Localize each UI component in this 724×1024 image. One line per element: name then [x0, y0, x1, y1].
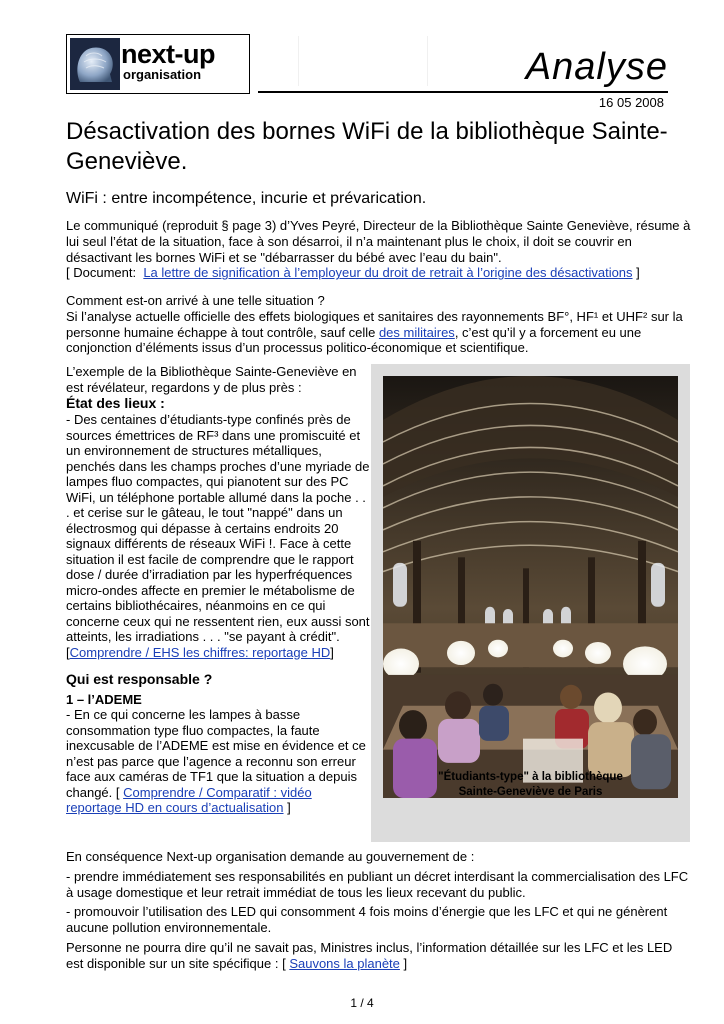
caption-line-2: Sainte-Geneviève de Paris — [458, 786, 603, 798]
demand-2: - promouvoir l’utilisation des LED qui consomment 4 fois moins d’énergie que les LFC et qui ne génèrent aucune pollution environnementale. — [66, 904, 668, 936]
question-text-b: , c’est qu’il y a forcement eu une conjonction d’éléments issus d’un processus politico-économique et scientifique. — [66, 324, 642, 356]
caption-line-1: "Étudiants-type" à la bibliothèque — [438, 771, 623, 783]
photo-caption — [371, 770, 690, 800]
question-line: Comment est-on arrivé à une telle situation ? — [66, 293, 325, 308]
intro-paragraph — [66, 218, 692, 281]
photo-frame — [371, 364, 690, 842]
page-number: 1 / 4 — [350, 996, 374, 1010]
library-photo — [383, 376, 678, 798]
closing-suffix: ] — [403, 955, 408, 971]
page-title: Désactivation des bornes WiFi de la bibliothèque Sainte-Geneviève. — [66, 118, 668, 175]
ehs-link[interactable]: Comprendre / EHS les chiffres: reportage HD — [69, 644, 331, 660]
logo — [66, 34, 250, 94]
ademe-text: - En ce qui concerne les lampes à basse consommation type fluo compactes, la faute inexcusable de l’ADEME est mise en évidence et ce n’est pas parce que l’agence a reconnu son erreur face aux caméras de TF1 que la situation a depuis changé. [ — [66, 707, 366, 800]
ademe-suffix: ] — [287, 800, 291, 815]
doc-prefix: [ Document: — [66, 265, 137, 281]
brain-head-icon — [70, 38, 120, 90]
ademe-heading: 1 – l’ADEME — [66, 691, 142, 707]
demands-section — [66, 849, 692, 976]
logo-subtitle: organisation — [123, 67, 202, 82]
closing-text: Personne ne pourra dire qu’il ne savait pas, Ministres inclus, l’information détaillée sur les LFC et les LED est disponible sur un site spécifique : [ — [66, 939, 673, 971]
question-text-a: Si l’analyse actuelle officielle des effets biologiques et sanitaires des rayonnements BF°, HF¹ et UHF² sur la personne humaine échappe à tout contrôle, sauf celle — [66, 308, 683, 340]
section-label: Analyse — [525, 46, 668, 88]
document-link[interactable]: La lettre de signification à l’employeur du droit de retrait à l’origine des désactivations — [143, 265, 633, 281]
demand-1: - prendre immédiatement ses responsabilités en publiant un décret interdisant la commercialisation des LFC à usage domestique et leur retrait immédiat de tous les lieux recevant du public. — [66, 868, 689, 900]
etat-text: - Des centaines d’étudiants-type confinés près de sources émettrices de RF³ dans une promiscuité et un environnement de structures métalliques, penchés dans les champs proches d’une myriade de lampes fluo compactes, qui pianotent sur des PC WiFi, un téléphone portable allumé dans la poche . . . et cerise sur le gâteau, le tout "nappé" dans un électrosmog qui dépasse à certains endroits 20 signaux différents de réseaux WiFi !. Face à cette situation il est facile de comprendre que le rapport dose / durée d’irradiation par les hyperfréquences micro-ondes affecte en premier le métabolisme de certains bibliothécaires, néanmoins en ce qui concerne ceux qui ne ressentent rien, eux aussi sont atteints, les irradiations . . . "se payant à crédit". — [66, 412, 370, 644]
question-paragraph — [66, 293, 692, 356]
etat-heading: État des lieux : — [66, 395, 165, 411]
doc-suffix: ] — [636, 265, 640, 281]
comparatif-link[interactable]: Comprendre / Comparatif : vidéo reportage HD en cours d’actualisation — [66, 784, 312, 815]
example-intro: L’exemple de la Bibliothèque Sainte-Geneviève en est révélateur, regardons y de plus près : — [66, 364, 357, 395]
responsible-heading: Qui est responsable ? — [66, 671, 213, 687]
left-column: L’exemple de la Bibliothèque Sainte-Geneviève en est révélateur, regardons y de plus près : État des lieux : - Des centaines d’étudiants-type confinés près de sources émettrices de RF³ dans une promiscuité et un environnement de structures métalliques, penchés dans les champs proches d’une myriade de lampes fluo compactes, qui pianotent sur des PC WiFi, un téléphone portable allumé dans la poche . . . et cerise sur le gâteau, le tout "nappé" dans un électrosmog qui dépasse à certains endroits 20 signaux différents de réseaux WiFi !. Face à cette situation il est facile de comprendre que le rapport dose / durée d’irradiation par les hyperfréquences micro-ondes affecte en premier le métabolisme de certains bibliothécaires, néanmoins en ce qui concerne ceux qui ne ressentent rien, eux aussi sont atteints, les irradiations . . . "se payant à crédit". [Comprendre / EHS les chiffres: reportage HD] Qui est responsable ? 1 – l’ADEME - En ce qui concerne les lampes à basse consommation type fluo compactes, la faute inexcusable de l’ADEME est mise en évidence et ce n’est pas parce que l’agence a reconnu son erreur face aux caméras de TF1 que la situation a depuis changé. [ Comprendre / Comparatif : vidéo reportage HD en cours d’actualisation ] — [66, 364, 370, 815]
ademe-paragraph — [66, 707, 370, 816]
logo-wordmark: next-up — [121, 39, 215, 69]
faded-watermark — [298, 36, 428, 86]
page-subtitle: WiFi : entre incompétence, incurie et prévarication. — [66, 190, 427, 207]
military-link[interactable]: des militaires — [378, 324, 455, 340]
document-date: 16 05 2008 — [598, 95, 664, 110]
header-rule — [258, 91, 668, 93]
save-planet-link[interactable]: Sauvons la planète — [289, 955, 400, 971]
consequence-text: En conséquence Next-up organisation demande au gouvernement de : — [66, 849, 475, 864]
intro-text: Le communiqué (reproduit § page 3) d’Yves Peyré, Directeur de la Bibliothèque Sainte Geneviève, résume à lui seul l’état de la situation, face à son désarroi, il n’a maintenant plus le choix, il doit se couvrir en désactivant les bornes WiFi et se "débarrasser du bébé avec l’eau du bain". — [66, 218, 691, 265]
closing-paragraph — [66, 940, 692, 972]
